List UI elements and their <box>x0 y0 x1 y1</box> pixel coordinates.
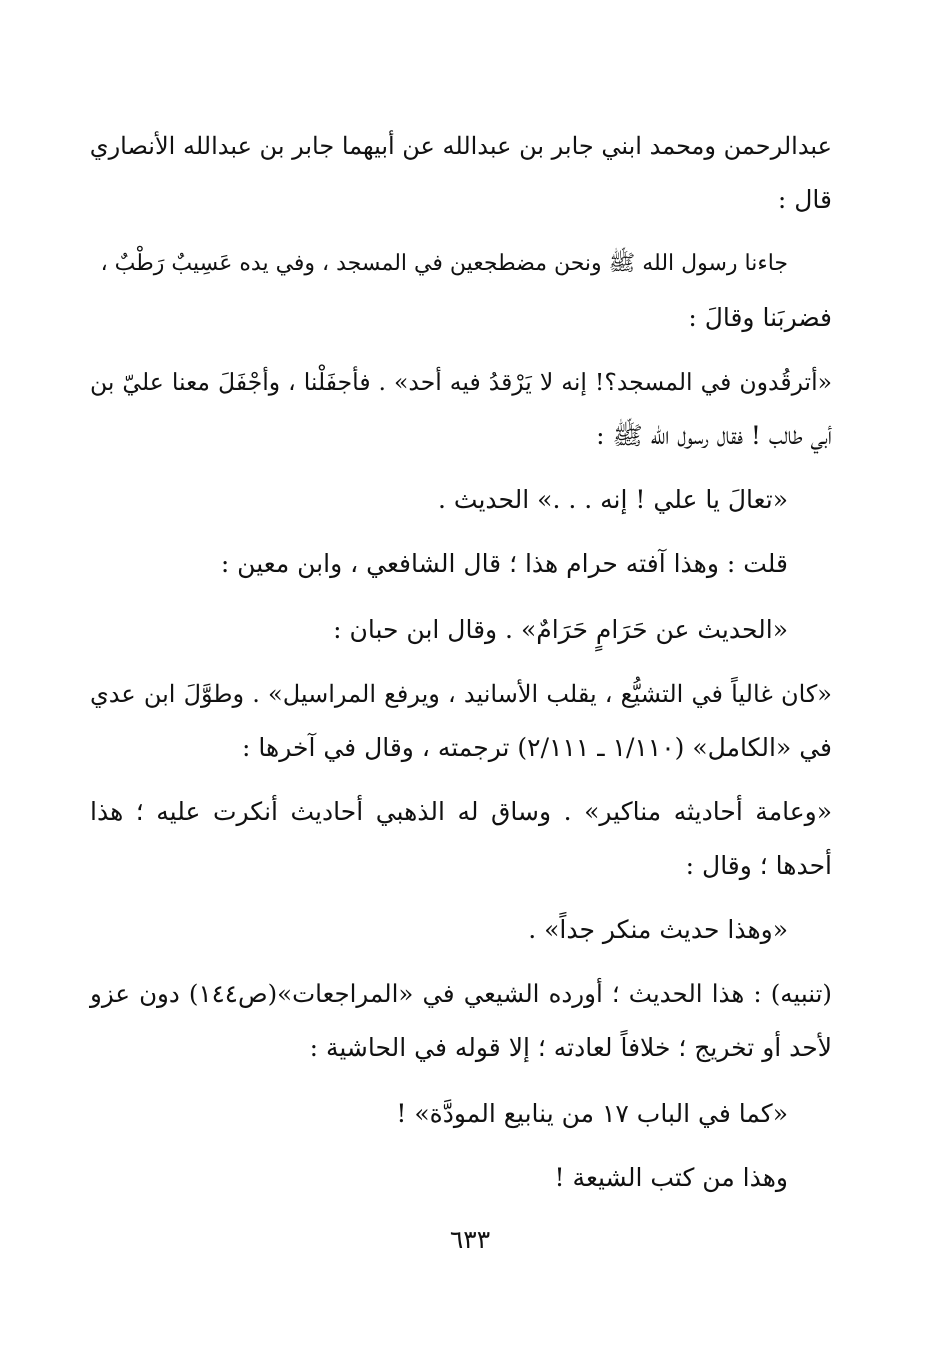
text-line: «تعالَ يا علي ! إنه . . .» الحديث . <box>438 485 788 514</box>
text-line: لأحد أو تخريج ؛ خلافاً لعادته ؛ إلا قوله في الحاشية : <box>309 1033 832 1062</box>
text-line: جاءنا رسول الله ﷺ ونحن مضطجعين في المسجد ، وفي يده عَسِيبٌ رَطْبٌ ، <box>100 251 788 276</box>
text-line: «أترقُدون في المسجد؟! إنه لا يَرْقدُ فيه أحد» . فأجفَلْنا ، وأجْفَلَ معنا عليّ بن <box>90 368 832 396</box>
text-line: «وهذا حديث منكر جداً» . <box>528 915 788 944</box>
text-line: (تنبيه) : هذا الحديث ؛ أورده الشيعي في «المراجعات»(ص١٤٤) دون عزو <box>90 979 832 1008</box>
text-line: فضربَنا وقالَ : <box>688 303 832 332</box>
text-line: في «الكامل» (١/١١٠ ـ ٢/١١١) ترجمته ، وقال في آخرها : <box>242 733 832 762</box>
page-number: ٦٣٣ <box>449 1225 491 1254</box>
text-line: قال : <box>777 185 832 214</box>
text-line: «الحديث عن حَرَامٍ حَرَامٌ» . وقال ابن حبان : <box>333 615 788 644</box>
text-line: «كان غالياً في التشيُّع ، يقلب الأسانيد ، ويرفع المراسيل» . وطوَّلَ ابن عدي <box>90 680 832 708</box>
text-line: قلت : وهذا آفته حرام هذا ؛ قال الشافعي ، وابن معين : <box>220 549 788 578</box>
text-line: «كما في الباب ١٧ من ينابيع المودَّة» ! <box>396 1099 788 1128</box>
text-line: أحدها ؛ وقال : <box>685 851 832 880</box>
text-line: عبدالرحمن ومحمد ابني جابر بن عبدالله عن أبيهما جابر بن عبدالله الأنصاري <box>89 132 832 160</box>
text-line: وهذا من كتب الشيعة ! <box>554 1163 788 1192</box>
text-line: أبي طالب ! فقال رسول الله ﷺ : <box>596 421 832 450</box>
text-line: «وعامة أحاديثه مناكير» . وساق له الذهبي أحاديث أنكرت عليه ؛ هذا <box>90 797 832 826</box>
